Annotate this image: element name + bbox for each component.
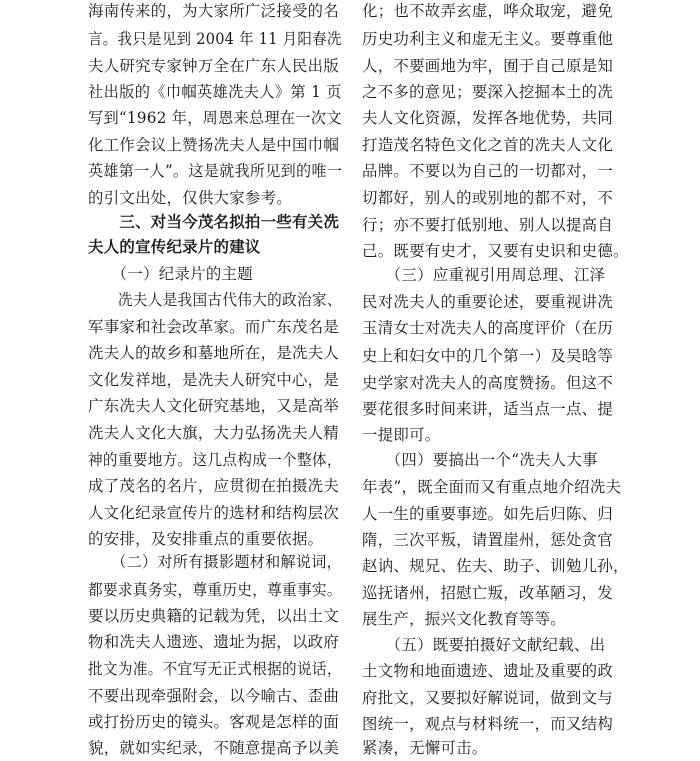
text-line: 行；亦不要打低别地、别人以提高自	[362, 216, 614, 234]
text-line: 要以历史典籍的记载为凭，以出土文	[88, 607, 340, 625]
text-line: 年表”，既全面而又有重点地介绍冼夫	[362, 478, 622, 496]
text-line: 玉清女士对冼夫人的高度评价（在历	[362, 319, 614, 337]
text-line: 成了茂名的名片，应贯彻在拍摄冼夫	[88, 477, 340, 495]
text-line: 切都好，别人的或别地的都不对，不	[362, 189, 614, 207]
text-line: 军事家和社会改革家。而广东茂名是	[88, 318, 340, 336]
text-line: 一提即可。	[362, 426, 441, 444]
text-line: 图统一，观点与材料统一，而又结构	[362, 715, 614, 733]
text-line: 文化发祥地，是冼夫人研究中心，是	[88, 371, 340, 389]
text-line: 民对冼夫人的重要论述，要重视讲冼	[362, 293, 614, 311]
text-line: 冼夫人是我国古代伟大的政治家、	[88, 291, 342, 309]
text-line: 貌，就如实纪录，不随意提高予以美	[88, 739, 340, 757]
text-line: 巡抚诸州，招慰亡叛，改革陋习，发	[362, 584, 614, 602]
text-line: （一）纪录片的主题	[88, 265, 253, 283]
text-line: 三、对当今茂名拟拍一些有关冼	[88, 213, 340, 231]
text-line: 言。我只是见到 2004 年 11 月阳春冼	[88, 30, 342, 48]
text-line: 海南传来的，为大家所广泛接受的名	[88, 2, 340, 20]
text-line: 品牌。不要以为自己的一切都对，一	[362, 162, 614, 180]
text-line: 物和冼夫人遗迹、遗址为据，以政府	[88, 633, 340, 651]
text-line: 土文物和地面遗迹、遗址及重要的政	[362, 662, 614, 680]
text-line: 夫人研究专家钟万全在广东人民出版	[88, 57, 340, 75]
text-line: 展生产，振兴文化教育等等。	[362, 610, 566, 628]
text-line: 历史功利主义和虚无主义。要尊重他	[362, 30, 614, 48]
text-line: 夫人文化资源，发挥各地优势，共同	[362, 109, 614, 127]
text-line: 的安排，及安排重点的重要依据。	[88, 530, 324, 548]
text-line: （三）应重视引用周总理、江泽	[362, 266, 606, 284]
text-line: 隋，三次平叛，请置崖州，惩处贪官	[362, 531, 614, 549]
text-line: 批文为准。不宜写无正式根据的说话，	[88, 660, 342, 678]
text-line: 府批文，又要拟好解说词，做到文与	[362, 689, 614, 707]
text-line: 广东冼夫人文化研究基地，又是高举	[88, 397, 340, 415]
text-line: 史学家对冼夫人的高度赞扬。但这不	[362, 374, 614, 392]
text-line: 的引文出处，仅供大家参考。	[88, 189, 292, 207]
text-line: 人文化纪录宣传片的选材和结构层次	[88, 504, 340, 522]
text-line: 写到“1962 年，周恩来总理在一次文	[88, 109, 342, 127]
text-line: 人一生的重要事迹。如先后归陈、归	[362, 505, 614, 523]
text-line: （五）既要拍摄好文献纪载、出	[362, 636, 606, 654]
text-line: 冼夫人文化大旗，大力弘扬冼夫人精	[88, 424, 340, 442]
text-line: 都要求真务实，尊重历史，尊重事实。	[88, 581, 342, 599]
text-line: （四）要搞出一个“冼夫人大事	[362, 451, 598, 469]
text-line: 或打扮历史的镜头。客观是怎样的面	[88, 713, 340, 731]
text-line: 不要出现牵强附会，以今喻古、歪曲	[88, 687, 340, 705]
text-line: 神的重要地方。这几点构成一个整体，	[88, 451, 342, 469]
text-line: 英雄第一人”。这是就我所见到的唯一	[88, 162, 343, 180]
text-line: 之不多的意见；要深入挖掘本土的冼	[362, 83, 614, 101]
text-line: 打造茂名特色文化之首的冼夫人文化	[362, 136, 614, 154]
text-line: 化；也不故弄玄虚，哗众取宠，避免	[362, 2, 614, 20]
text-line: 要花很多时间来讲，适当点一点、提	[362, 400, 614, 418]
text-line: 夫人的宣传纪录片的建议	[88, 238, 261, 256]
text-line: 赵讷、规兄、佐夫、助子、训勉儿孙，	[362, 557, 629, 575]
text-line: 人，不要画地为牢，囿于自己原是知	[362, 57, 614, 75]
text-line: 己。既要有史才，又要有史识和史德。	[362, 242, 629, 260]
text-line: （二）对所有摄影题材和解说词，	[88, 553, 343, 571]
text-line: 冼夫人的故乡和墓地所在，是冼夫人	[88, 344, 340, 362]
text-line: 史上和妇女中的几个第一）及吴晗等	[362, 347, 614, 365]
text-line: 紧凑，无懈可击。	[362, 739, 488, 757]
text-line: 化工作会议上赞扬冼夫人是中国巾帼	[88, 136, 340, 154]
text-line: 社出版的《巾帼英雄冼夫人》第 1 页	[88, 83, 342, 101]
